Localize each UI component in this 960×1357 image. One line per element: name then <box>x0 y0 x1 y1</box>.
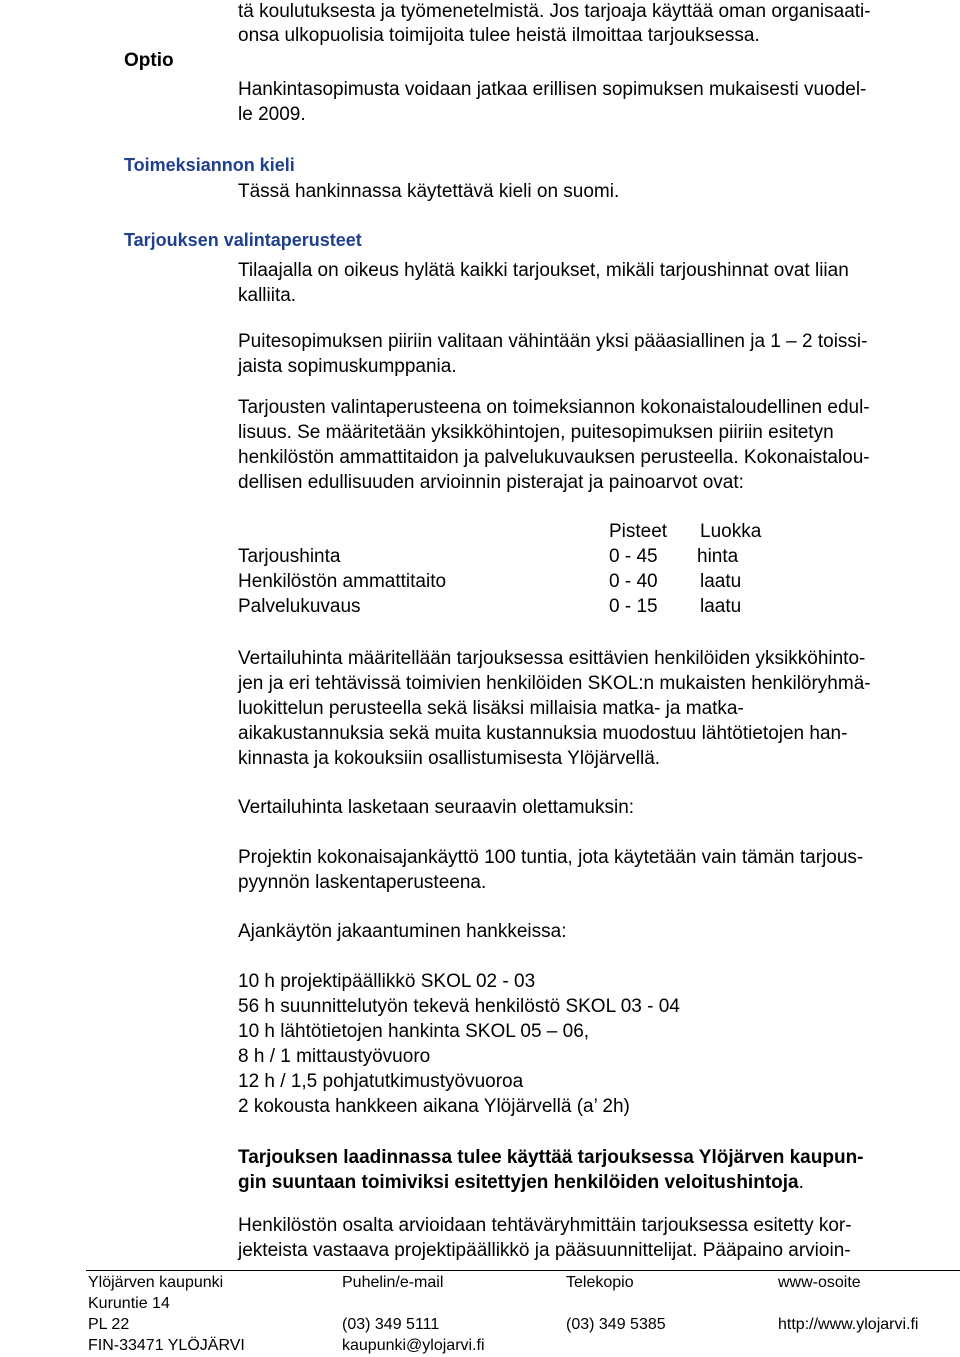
table-header-class: Luokka <box>700 521 762 542</box>
text-line: Vertailuhinta lasketaan seuraavin olettamuksin: <box>238 797 635 818</box>
list-item: 10 h lähtötietojen hankinta SKOL 05 – 06, <box>238 1021 590 1042</box>
list-item: 8 h / 1 mittaustyövuoro <box>238 1046 431 1067</box>
footer-divider <box>86 1270 960 1271</box>
bold-note-text: gin suuntaan toimiviksi esitettyjen henkilöiden veloitushintoja <box>238 1172 799 1193</box>
text-line: luokittelun perusteella sekä lisäksi millaisia matka- ja matka- <box>238 698 744 719</box>
table-row-class: laatu <box>700 571 742 592</box>
text-line: lisuus. Se määritetään yksikköhintojen, puitesopimuksen piiriin esitetyn <box>238 422 834 443</box>
footer-web: http://www.ylojarvi.fi <box>778 1316 919 1333</box>
table-row-class: laatu <box>700 596 742 617</box>
text-line: Hankintasopimusta voidaan jatkaa erillisen sopimuksen mukaisesti vuodel- <box>238 79 867 100</box>
table-row-name: Palvelukuvaus <box>238 596 361 617</box>
footer-phone-label: Puhelin/e-mail <box>342 1274 444 1291</box>
table-row-class: hinta <box>697 546 739 567</box>
table-row-points: 0 - 15 <box>609 596 658 617</box>
text-line: jaista sopimuskumppania. <box>238 356 457 377</box>
text-line: Vertailuhinta määritellään tarjouksessa esittävien henkilöiden yksikköhinto- <box>238 648 866 669</box>
section-heading-language: Toimeksiannon kieli <box>124 155 295 175</box>
footer-fax: (03) 349 5385 <box>566 1316 666 1333</box>
footer-org-pobox: PL 22 <box>88 1316 130 1333</box>
text-line: Tilaajalla on oikeus hylätä kaikki tarjoukset, mikäli tarjoushinnat ovat liian <box>238 260 849 281</box>
text-line: Tarjousten valintaperusteena on toimeksiannon kokonaistaloudellinen edul- <box>238 397 870 418</box>
footer-web-label: www-osoite <box>778 1274 861 1291</box>
text-line: Puitesopimuksen piiriin valitaan vähintään yksi pääasiallinen ja 1 – 2 toissi- <box>238 331 868 352</box>
text-line: Henkilöstön osalta arvioidaan tehtäväryhmittäin tarjouksessa esitetty kor- <box>238 1215 852 1236</box>
text-line: Ajankäytön jakaantuminen hankkeissa: <box>238 921 567 942</box>
text-line: tä koulutuksesta ja työmenetelmistä. Jos tarjoaja käyttää oman organisaati- <box>238 1 871 22</box>
text-line: le 2009. <box>238 104 306 125</box>
optio-label: Optio <box>124 50 174 71</box>
text-line: aikakustannuksia sekä muita kustannuksia muodostuu lähtötietojen han- <box>238 723 848 744</box>
table-row-name: Henkilöstön ammattitaito <box>238 571 447 592</box>
text-line: dellisen edullisuuden arvioinnin pisterajat ja painoarvot ovat: <box>238 472 744 493</box>
bold-note-line: Tarjouksen laadinnassa tulee käyttää tarjouksessa Ylöjärven kaupun- <box>238 1147 864 1168</box>
text-line: kinnasta ja kokouksiin osallistumisesta Ylöjärvellä. <box>238 748 661 769</box>
text-line: pyynnön laskentaperusteena. <box>238 872 487 893</box>
footer-org-address: Kuruntie 14 <box>88 1295 170 1312</box>
bold-note-line <box>238 1171 804 1196</box>
bold-note-period: . <box>798 1172 804 1193</box>
footer-org-postal: FIN-33471 YLÖJÄRVI <box>88 1337 245 1354</box>
table-row-name: Tarjoushinta <box>238 546 341 567</box>
table-row-points: 0 - 40 <box>609 571 658 592</box>
footer-fax-label: Telekopio <box>566 1274 634 1291</box>
text-line: jen ja eri tehtävissä toimivien henkilöiden SKOL:n mukaisten henkilöryhmä- <box>238 673 871 694</box>
table-header-points: Pisteet <box>609 521 668 542</box>
list-item: 12 h / 1,5 pohjatutkimustyövuoroa <box>238 1071 524 1092</box>
list-item: 56 h suunnittelutyön tekevä henkilöstö SKOL 03 - 04 <box>238 996 680 1017</box>
list-item: 2 kokousta hankkeen aikana Ylöjärvellä (a’ 2h) <box>238 1096 630 1117</box>
footer-email: kaupunki@ylojarvi.fi <box>342 1337 485 1354</box>
text-line: kalliita. <box>238 285 297 306</box>
section-heading-criteria: Tarjouksen valintaperusteet <box>124 230 362 250</box>
text-line: Projektin kokonaisajankäyttö 100 tuntia, jota käytetään vain tämän tarjous- <box>238 847 864 868</box>
footer-org-name: Ylöjärven kaupunki <box>88 1274 224 1291</box>
footer-phone: (03) 349 5111 <box>342 1316 440 1333</box>
text-line: onsa ulkopuolisia toimijoita tulee heistä ilmoittaa tarjouksessa. <box>238 25 760 46</box>
text-line: Tässä hankinnassa käytettävä kieli on suomi. <box>238 181 620 202</box>
text-line: jekteista vastaava projektipäällikkö ja pääsuunnittelijat. Pääpaino arvioin- <box>238 1240 851 1261</box>
text-line: henkilöstön ammattitaidon ja palvelukuvauksen perusteella. Kokonaistalou- <box>238 447 870 468</box>
table-row-points: 0 - 45 <box>609 546 658 567</box>
list-item: 10 h projektipäällikkö SKOL 02 - 03 <box>238 971 536 992</box>
